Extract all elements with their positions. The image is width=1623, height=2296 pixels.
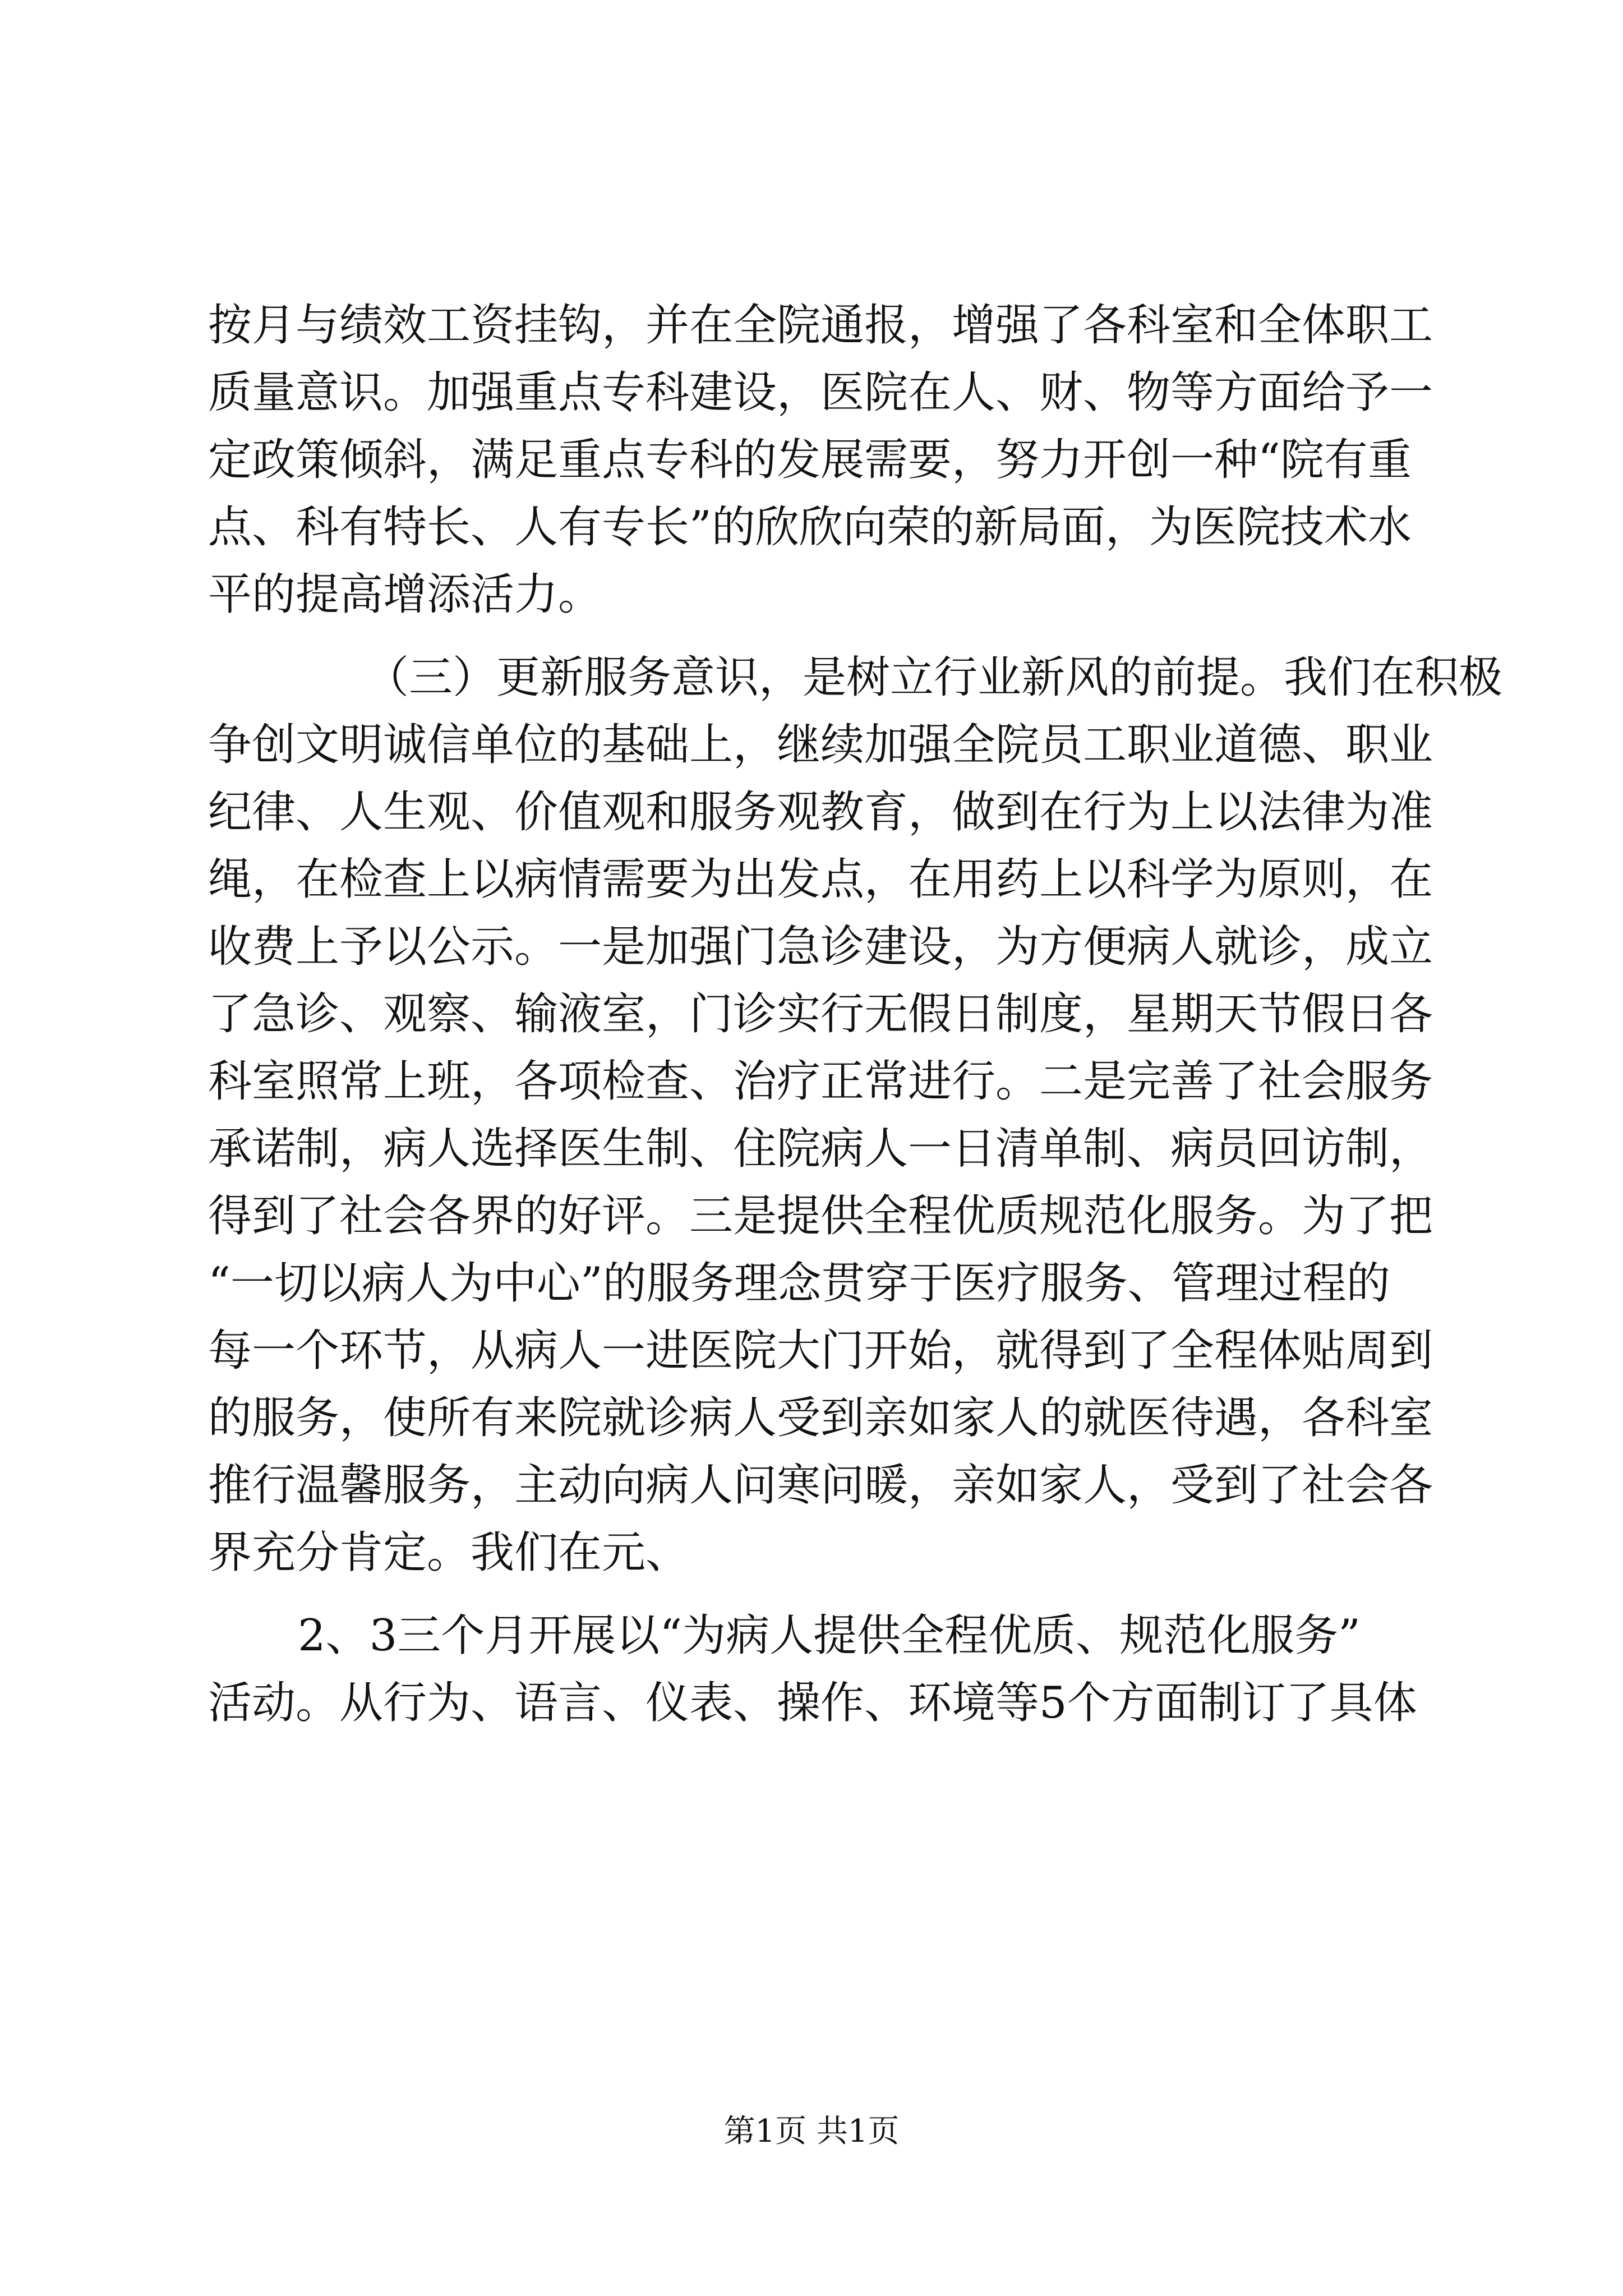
page-footer [0,2109,1623,2154]
section-heading-line: （三）更新服务意识，是树立行业新风的前提。我们在积极 [365,652,1503,703]
paragraph-start-line: 2、3三个月开展以“为病人提供全程优质、规范化服务” [298,1611,1361,1661]
text-line: “一切以病人为中心”的服务理念贯穿于医疗服务、管理过程的 [208,1258,1390,1309]
text-line: 承诺制，病人选择医生制、住院病人一日清单制、病员回访制， [208,1124,1433,1174]
text-line: 活动。从行为、语言、仪表、操作、环境等5个方面制订了具体 [208,1678,1417,1728]
text-line: 界充分肯定。我们在元、 [208,1527,690,1578]
text-line: 推行温馨服务，主动向病人问寒问暖，亲如家人，受到了社会各 [208,1460,1433,1511]
text-line: 的服务，使所有来院就诊病人受到亲如家人的就医待遇，各科室 [208,1393,1433,1443]
text-line: 绳，在检查上以病情需要为出发点，在用药上以科学为原则，在 [208,854,1433,905]
text-line: 平的提高增添活力。 [208,569,602,620]
text-line: 质量意识。加强重点专科建设，医院在人、财、物等方面给予一 [208,367,1433,418]
text-line: 每一个环节，从病人一进医院大门开始，就得到了全程体贴周到 [208,1326,1433,1376]
text-line: 点、科有特长、人有专长”的欣欣向荣的新局面，为医院技术水 [208,502,1412,553]
text-line: 收费上予以公示。一是加强门急诊建设，为方便病人就诊，成立 [208,922,1433,972]
page-number: 第1页 共1页 [723,2113,900,2150]
body-text [208,292,1503,1737]
text-line: 了急诊、观察、输液室，门诊实行无假日制度，星期天节假日各 [208,989,1433,1039]
text-line: 得到了社会各界的好评。三是提供全程优质规范化服务。为了把 [208,1191,1433,1241]
text-line: 按月与绩效工资挂钩，并在全院通报，增强了各科室和全体职工 [208,300,1433,351]
text-line: 纪律、人生观、价值观和服务观教育，做到在行为上以法律为准 [208,787,1433,838]
text-line: 争创文明诚信单位的基础上，继续加强全院员工职业道德、职业 [208,720,1433,770]
text-line: 定政策倾斜，满足重点专科的发展需要，努力开创一种“院有重 [208,435,1412,485]
text-line: 科室照常上班，各项检查、治疗正常进行。二是完善了社会服务 [208,1056,1433,1107]
